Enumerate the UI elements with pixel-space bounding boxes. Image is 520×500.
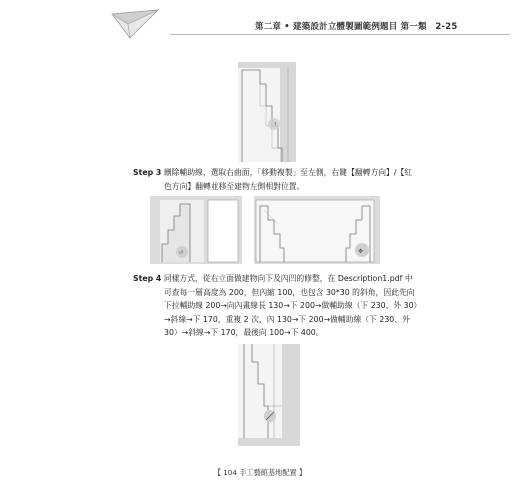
page-footer: 【 104 手工藝館基地配置 】 xyxy=(213,468,307,477)
step3-label: Step 3 xyxy=(133,168,162,177)
step4-line1: 同樣方式，從右立面做建物向下及內凹的修整，在 Description1.pdf 中 xyxy=(163,274,413,283)
step3-line2: 色方向】翻轉並移至建物左側相對位置。 xyxy=(164,181,305,191)
figure-step3-right xyxy=(254,196,380,264)
step3-paragraph xyxy=(133,166,428,193)
page-title: 第二章 • 建築設計立體製圖範例題目 第一類 2-25 xyxy=(255,22,458,32)
step4-line2: 可查每一層高度為 200，但內縮 100，也包含 30*30 的斜角，因此先向 xyxy=(164,287,415,297)
paper-plane-icon xyxy=(110,8,160,40)
svg-text:✥: ✥ xyxy=(358,248,364,255)
step4-label: Step 4 xyxy=(133,274,162,283)
step4-paragraph xyxy=(133,272,428,340)
step4-line3: 下拉輔助線 200→向內畫線長 130→下 200→做輔助線（下 230、外 30） xyxy=(164,301,422,310)
step4-line5: 30）→斜線→下 170，最後向 100→下 400。 xyxy=(164,328,324,337)
header-rule xyxy=(170,34,510,35)
svg-text:↺: ↺ xyxy=(179,250,184,256)
step3-line1: 刪除輔助線，選取右曲面，「移動複製」至左側，右鍵【翻轉方向】/【紅 xyxy=(163,168,413,177)
figure-step4-drawing xyxy=(238,344,300,446)
step4-line4: →斜線→下 170，重複 2 次，內 130→下 200→做輔助線（下 230、外 xyxy=(164,314,410,324)
svg-text:↑: ↑ xyxy=(273,122,278,128)
figure-step3-left xyxy=(150,196,242,264)
page-header xyxy=(0,0,520,50)
figure-step2-drawing xyxy=(238,62,296,162)
